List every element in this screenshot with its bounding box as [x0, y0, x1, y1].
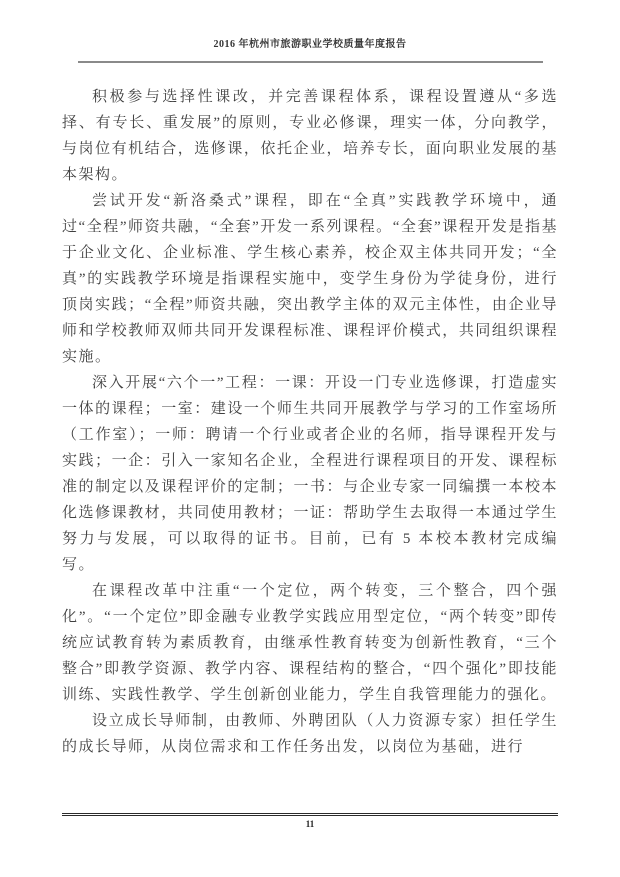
body-paragraph: 尝试开发“新洛桑式”课程，即在“全真”实践教学环境中，通过“全程”师资共融，“全套”开发一系列课程。“全套”课程开发是指基于企业文化、企业标准、学生核心素养，校企双主体共同开发；“全真”的实践教学环境是指课程实施中，变学生身份为学徒身份，进行顶岗实践；“全程”师资共融，突出教学主体的双元主体性，由企业导师和学校教师双师共同开发课程标准、课程评价模式，共同组织课程实施。 — [62, 193, 558, 365]
body-paragraph: 积极参与选择性课改，并完善课程体系，课程设置遵从“多选择、有专长、重发展”的原则，专业必修课，理实一体，分向教学，与岗位有机结合，选修课，依托企业，培养专长，面向职业发展的基本架构。 — [62, 89, 558, 183]
body-paragraph: 设立成长导师制，由教师、外聘团队（人力资源专家）担任学生的成长导师，从岗位需求和工作任务出发，以岗位为基础，进行 — [62, 713, 558, 755]
body-paragraph: 深入开展“六个一”工程：一课：开设一门专业选修课，打造虚实一体的课程；一室：建设一个师生共同开展教学与学习的工作室场所（工作室）；一师：聘请一个行业或者企业的名师，指导课程开发与实践；一企：引入一家知名企业，全程进行课程项目的开发、课程标准的制定以及课程评价的定制；一书：与企业专家一同编撰一本校本化选修课教材，共同使用教材；一证：帮助学生去取得一本通过学生努力与发展，可以取得的证书。目前，已有 5 本校本教材完成编写。 — [62, 375, 558, 573]
body-paragraph: 在课程改革中注重“一个定位，两个转变，三个整合，四个强化”。“一个定位”即金融专业教学实践应用型定位，“两个转变”即传统应试教育转为素质教育，由继承性教育转变为创新性教育，“三个整合”即教学资源、教学内容、课程结构的整合，“四个强化”即技能训练、实践性教学、学生创新创业能力，学生自我管理能力的强化。 — [62, 583, 558, 703]
header-title: 2016 年杭州市旅游职业学校质量年度报告 — [213, 39, 407, 50]
page-number: 11 — [305, 819, 315, 829]
document-body — [62, 84, 558, 760]
footer-rule — [62, 813, 558, 816]
header-rule — [78, 61, 543, 63]
